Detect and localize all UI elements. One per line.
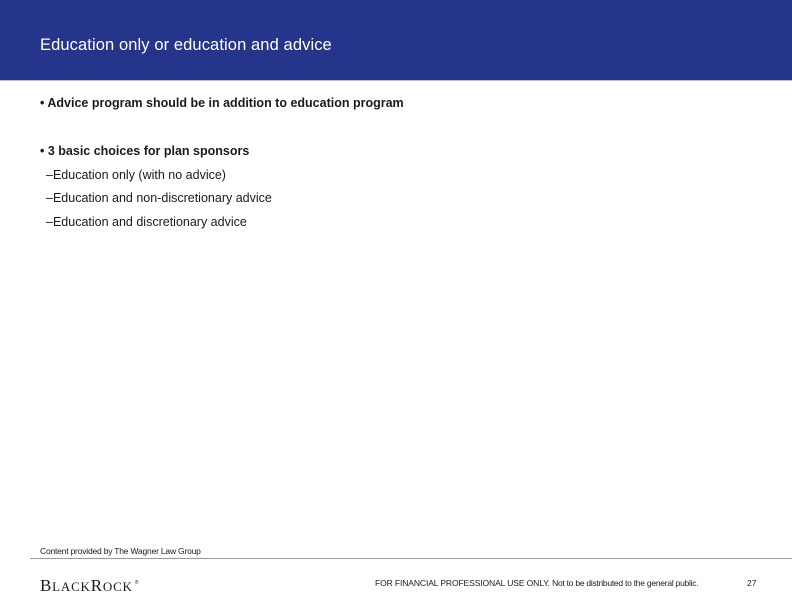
subitem-education-only: –Education only (with no advice): [46, 168, 226, 182]
slide-header: [0, 0, 792, 80]
subitem-non-discretionary-advice: –Education and non-discretionary advice: [46, 191, 272, 205]
registered-mark: ®: [134, 580, 140, 586]
disclaimer-rest: Not to be distributed to the general public.: [549, 578, 699, 588]
content-source-note: Content provided by The Wagner Law Group: [40, 546, 201, 556]
blackrock-logo: [40, 576, 139, 596]
logo-letter-r: R: [90, 576, 103, 595]
header-divider: [0, 80, 792, 81]
logo-letter-b: B: [40, 576, 53, 595]
page-number: 27: [747, 578, 757, 588]
bullet-advice-program: • Advice program should be in addition to education program: [40, 96, 404, 110]
logo-letters-lack: LACK: [52, 579, 91, 594]
footer-divider: [30, 558, 792, 559]
bullet-basic-choices: • 3 basic choices for plan sponsors: [40, 144, 250, 158]
slide-title: Education only or education and advice: [40, 36, 332, 54]
disclaimer: [375, 578, 698, 588]
logo-letters-ock: OCK: [102, 579, 133, 594]
subitem-discretionary-advice: –Education and discretionary advice: [46, 215, 247, 229]
disclaimer-caps: FOR FINANCIAL PROFESSIONAL USE ONLY.: [375, 578, 550, 588]
